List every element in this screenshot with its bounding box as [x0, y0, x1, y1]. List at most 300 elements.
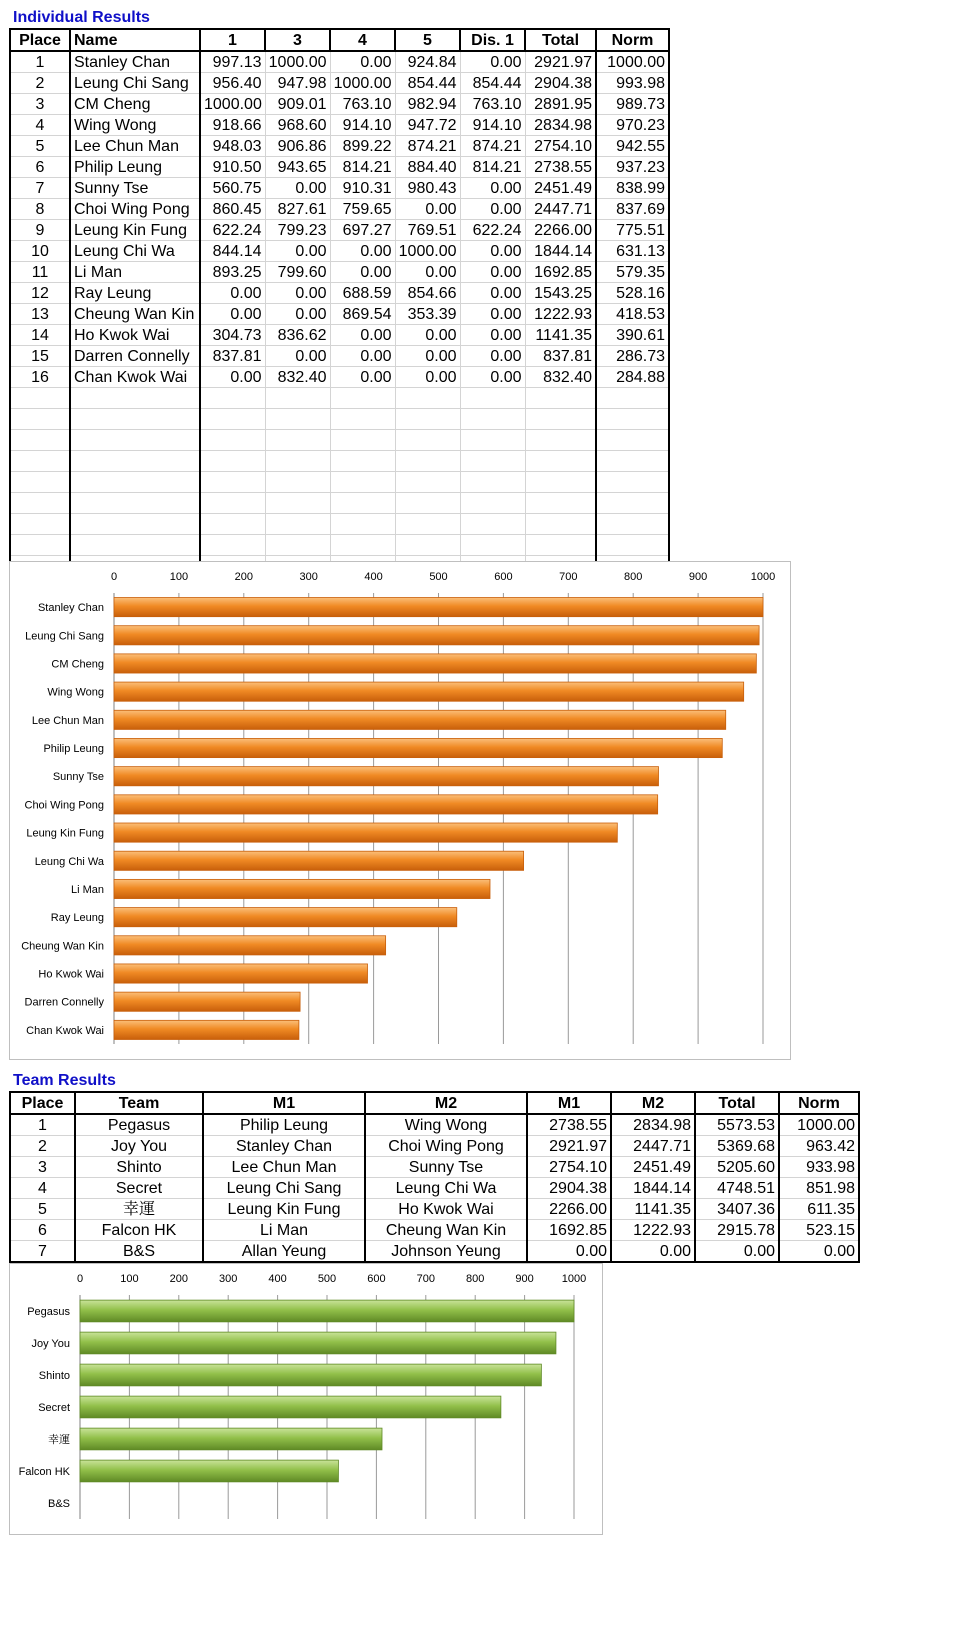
team-header-cell: Team [75, 1092, 203, 1114]
empty-cell [10, 451, 70, 472]
table-cell: 14 [10, 325, 70, 346]
category-label: Lee Chun Man [31, 714, 104, 727]
table-cell: 1543.25 [525, 283, 596, 304]
table-cell: 838.99 [596, 178, 669, 199]
x-tick-label: 600 [367, 1273, 386, 1285]
table-cell: 4748.51 [695, 1178, 779, 1199]
category-label: Sunny Tse [52, 771, 104, 784]
table-cell: 0.00 [395, 262, 460, 283]
table-cell: 943.65 [265, 157, 330, 178]
table-row [10, 325, 669, 346]
category-label: Leung Chi Sang [25, 630, 104, 643]
empty-cell [200, 493, 265, 514]
table-cell: 0.00 [330, 325, 395, 346]
empty-cell [10, 514, 70, 535]
empty-row [10, 514, 669, 535]
bar [114, 879, 490, 898]
empty-cell [10, 430, 70, 451]
bar [114, 964, 368, 983]
table-cell: 0.00 [527, 1241, 611, 1263]
empty-cell [200, 535, 265, 556]
table-cell: 814.21 [460, 157, 525, 178]
table-cell: 2447.71 [611, 1136, 695, 1157]
table-cell: 2921.97 [527, 1136, 611, 1157]
table-cell: 2915.78 [695, 1220, 779, 1241]
empty-cell [395, 535, 460, 556]
x-tick-label: 400 [364, 571, 383, 583]
category-label: 幸運 [48, 1434, 70, 1446]
table-cell: 1844.14 [525, 241, 596, 262]
table-cell: 2754.10 [525, 136, 596, 157]
table-cell: Sunny Tse [70, 178, 200, 199]
table-cell: 854.44 [395, 73, 460, 94]
team-chart-svg [10, 1264, 602, 1534]
category-label: Li Man [70, 883, 104, 896]
bar [80, 1428, 382, 1450]
table-cell: 2 [10, 73, 70, 94]
empty-cell [525, 430, 596, 451]
table-row [10, 1114, 859, 1136]
table-cell: 5205.60 [695, 1157, 779, 1178]
table-cell: Cheung Wan Kin [70, 304, 200, 325]
empty-cell [70, 409, 200, 430]
table-cell: 933.98 [779, 1157, 859, 1178]
table-cell: 0.00 [200, 367, 265, 388]
bar [80, 1332, 556, 1354]
table-cell: Leung Chi Wa [365, 1178, 527, 1199]
x-tick-label: 1000 [561, 1273, 587, 1285]
individual-chart [9, 561, 791, 1060]
empty-cell [525, 388, 596, 409]
individual-chart-svg [10, 562, 790, 1059]
empty-cell [460, 388, 525, 409]
table-cell: Ho Kwok Wai [70, 325, 200, 346]
table-row [10, 220, 669, 241]
table-cell: 5 [10, 1199, 75, 1220]
empty-cell [70, 388, 200, 409]
table-cell: Darren Connelly [70, 346, 200, 367]
category-label: Chan Kwok Wai [26, 1024, 104, 1037]
individual-header-cell: 3 [265, 29, 330, 51]
table-cell: 1000.00 [395, 241, 460, 262]
team-header-cell: Place [10, 1092, 75, 1114]
individual-header-cell: 4 [330, 29, 395, 51]
table-cell: 631.13 [596, 241, 669, 262]
x-tick-label: 200 [169, 1273, 188, 1285]
table-cell: 2447.71 [525, 199, 596, 220]
table-row [10, 73, 669, 94]
table-cell: 4 [10, 115, 70, 136]
table-cell: 759.65 [330, 199, 395, 220]
category-label: Pegasus [27, 1306, 70, 1318]
team-results-title: Team Results [13, 1072, 116, 1089]
table-cell: 5573.53 [695, 1114, 779, 1136]
table-cell: Stanley Chan [203, 1136, 365, 1157]
table-cell: 2754.10 [527, 1157, 611, 1178]
empty-cell [200, 430, 265, 451]
table-cell: 884.40 [395, 157, 460, 178]
table-cell: 5 [10, 136, 70, 157]
empty-cell [265, 514, 330, 535]
table-cell: 0.00 [395, 325, 460, 346]
empty-cell [460, 493, 525, 514]
table-cell: 775.51 [596, 220, 669, 241]
table-cell: 6 [10, 1220, 75, 1241]
empty-cell [10, 409, 70, 430]
empty-cell [10, 388, 70, 409]
table-cell: 9 [10, 220, 70, 241]
empty-cell [330, 451, 395, 472]
table-cell: 0.00 [460, 304, 525, 325]
team-results-table [9, 1091, 860, 1263]
table-cell: 2451.49 [611, 1157, 695, 1178]
table-cell: 15 [10, 346, 70, 367]
table-cell: 0.00 [460, 325, 525, 346]
empty-cell [525, 409, 596, 430]
category-label: Philip Leung [43, 743, 104, 756]
table-cell: Leung Kin Fung [70, 220, 200, 241]
table-cell: 611.35 [779, 1199, 859, 1220]
x-tick-label: 800 [466, 1273, 485, 1285]
x-tick-label: 300 [299, 571, 318, 583]
table-cell: 0.00 [265, 241, 330, 262]
table-cell: 0.00 [695, 1241, 779, 1263]
empty-cell [460, 409, 525, 430]
table-cell: 0.00 [460, 178, 525, 199]
empty-cell [265, 472, 330, 493]
table-cell: 899.22 [330, 136, 395, 157]
empty-cell [200, 388, 265, 409]
empty-cell [460, 535, 525, 556]
table-cell: Sunny Tse [365, 1157, 527, 1178]
table-cell: 909.01 [265, 94, 330, 115]
empty-cell [70, 535, 200, 556]
table-row [10, 199, 669, 220]
table-cell: 286.73 [596, 346, 669, 367]
empty-cell [10, 535, 70, 556]
x-tick-label: 500 [429, 571, 448, 583]
table-cell: 2451.49 [525, 178, 596, 199]
table-cell: 914.10 [330, 115, 395, 136]
x-tick-label: 1000 [750, 571, 776, 583]
table-row [10, 1220, 859, 1241]
x-tick-label: 700 [416, 1273, 435, 1285]
category-label: Darren Connelly [24, 996, 104, 1009]
empty-row [10, 535, 669, 556]
table-cell: 854.44 [460, 73, 525, 94]
table-cell: 1000.00 [200, 94, 265, 115]
empty-cell [596, 430, 669, 451]
individual-body [10, 51, 669, 577]
table-cell: 353.39 [395, 304, 460, 325]
table-row [10, 157, 669, 178]
table-row [10, 262, 669, 283]
individual-header-cell: Dis. 1 [460, 29, 525, 51]
table-cell: 1692.85 [525, 262, 596, 283]
x-tick-label: 900 [688, 571, 708, 583]
x-tick-label: 700 [559, 571, 578, 583]
table-cell: 0.00 [265, 304, 330, 325]
table-cell: 997.13 [200, 51, 265, 73]
team-header-row [10, 1092, 859, 1114]
empty-cell [10, 472, 70, 493]
table-row [10, 241, 669, 262]
x-tick-label: 900 [515, 1273, 534, 1285]
table-cell: 2904.38 [525, 73, 596, 94]
empty-cell [265, 388, 330, 409]
team-body [10, 1114, 859, 1262]
table-cell: 0.00 [460, 241, 525, 262]
table-cell: 390.61 [596, 325, 669, 346]
table-cell: 0.00 [265, 178, 330, 199]
x-tick-label: 200 [234, 571, 253, 583]
category-label: Choi Wing Pong [24, 799, 104, 812]
table-cell: 0.00 [200, 304, 265, 325]
table-cell: 948.03 [200, 136, 265, 157]
individual-results-table [9, 28, 670, 578]
table-cell: 947.72 [395, 115, 460, 136]
category-label: Secret [38, 1402, 70, 1414]
table-cell: 0.00 [460, 283, 525, 304]
table-cell: Lee Chun Man [70, 136, 200, 157]
table-cell: 2834.98 [525, 115, 596, 136]
table-cell: Choi Wing Pong [365, 1136, 527, 1157]
empty-cell [200, 472, 265, 493]
table-cell: 0.00 [395, 367, 460, 388]
table-cell: 3 [10, 94, 70, 115]
individual-header [10, 29, 669, 51]
empty-cell [395, 409, 460, 430]
table-cell: 0.00 [460, 346, 525, 367]
table-cell: 2834.98 [611, 1114, 695, 1136]
table-cell: 304.73 [200, 325, 265, 346]
table-cell: 968.60 [265, 115, 330, 136]
table-cell: 5369.68 [695, 1136, 779, 1157]
table-cell: 914.10 [460, 115, 525, 136]
table-cell: 0.00 [460, 51, 525, 73]
empty-row [10, 472, 669, 493]
category-label: Falcon HK [18, 1466, 70, 1478]
table-cell: 0.00 [460, 367, 525, 388]
table-cell: Johnson Yeung [365, 1241, 527, 1263]
empty-cell [330, 409, 395, 430]
table-cell: 893.25 [200, 262, 265, 283]
table-row [10, 346, 669, 367]
table-cell: 1141.35 [611, 1199, 695, 1220]
bar [114, 795, 658, 814]
table-cell: Wing Wong [70, 115, 200, 136]
table-cell: 980.43 [395, 178, 460, 199]
table-cell: 769.51 [395, 220, 460, 241]
x-tick-label: 500 [317, 1273, 337, 1285]
table-cell: 956.40 [200, 73, 265, 94]
table-cell: 560.75 [200, 178, 265, 199]
table-cell: 924.84 [395, 51, 460, 73]
table-cell: 284.88 [596, 367, 669, 388]
empty-cell [265, 493, 330, 514]
x-tick-label: 600 [494, 571, 513, 583]
team-header-cell: M2 [365, 1092, 527, 1114]
individual-header-cell: Total [525, 29, 596, 51]
table-cell: 942.55 [596, 136, 669, 157]
table-cell: Philip Leung [70, 157, 200, 178]
table-cell: Philip Leung [203, 1114, 365, 1136]
category-label: Wing Wong [47, 686, 104, 699]
table-cell: 0.00 [611, 1241, 695, 1263]
table-cell: 799.23 [265, 220, 330, 241]
bar [114, 823, 617, 842]
empty-cell [596, 514, 669, 535]
individual-header-cell: Place [10, 29, 70, 51]
table-cell: 0.00 [330, 241, 395, 262]
table-cell: 0.00 [330, 262, 395, 283]
table-cell: 1000.00 [265, 51, 330, 73]
table-cell: Falcon HK [75, 1220, 203, 1241]
team-header-cell: Total [695, 1092, 779, 1114]
empty-cell [395, 430, 460, 451]
table-cell: 0.00 [779, 1241, 859, 1263]
bar [114, 626, 759, 645]
empty-cell [200, 451, 265, 472]
table-cell: 910.31 [330, 178, 395, 199]
category-label: Leung Kin Fung [26, 827, 104, 840]
bar [80, 1364, 541, 1386]
table-cell: 1000.00 [779, 1114, 859, 1136]
empty-cell [460, 430, 525, 451]
table-row [10, 51, 669, 73]
table-cell: Ray Leung [70, 283, 200, 304]
table-cell: Pegasus [75, 1114, 203, 1136]
table-cell: 910.50 [200, 157, 265, 178]
table-cell: Chan Kwok Wai [70, 367, 200, 388]
empty-cell [395, 388, 460, 409]
table-cell: 622.24 [200, 220, 265, 241]
individual-header-cell: Name [70, 29, 200, 51]
table-cell: 844.14 [200, 241, 265, 262]
x-tick-label: 400 [268, 1273, 287, 1285]
bar [114, 710, 726, 729]
table-cell: 1000.00 [596, 51, 669, 73]
table-cell: 13 [10, 304, 70, 325]
table-cell: 1844.14 [611, 1178, 695, 1199]
bar [114, 1020, 299, 1039]
table-row [10, 1199, 859, 1220]
empty-cell [200, 409, 265, 430]
empty-cell [330, 493, 395, 514]
table-cell: 854.66 [395, 283, 460, 304]
table-cell: 2921.97 [525, 51, 596, 73]
table-cell: 2266.00 [525, 220, 596, 241]
team-header [10, 1092, 859, 1114]
x-tick-label: 0 [76, 1273, 84, 1285]
category-label: Ho Kwok Wai [38, 968, 104, 981]
table-cell: 10 [10, 241, 70, 262]
team-chart [9, 1263, 603, 1535]
table-cell: Shinto [75, 1157, 203, 1178]
table-cell: 918.66 [200, 115, 265, 136]
empty-cell [596, 388, 669, 409]
empty-cell [596, 472, 669, 493]
bar [114, 936, 386, 955]
empty-cell [265, 451, 330, 472]
table-cell: Secret [75, 1178, 203, 1199]
table-cell: 874.21 [395, 136, 460, 157]
table-cell: 906.86 [265, 136, 330, 157]
table-cell: 851.98 [779, 1178, 859, 1199]
table-cell: 0.00 [200, 283, 265, 304]
bar [80, 1396, 501, 1418]
team-header-cell: M2 [611, 1092, 695, 1114]
bar [114, 767, 659, 786]
x-tick-label: 100 [120, 1273, 139, 1285]
empty-row [10, 451, 669, 472]
table-cell: 2904.38 [527, 1178, 611, 1199]
table-cell: 6 [10, 157, 70, 178]
table-cell: 837.81 [200, 346, 265, 367]
table-cell: 836.62 [265, 325, 330, 346]
table-cell: CM Cheng [70, 94, 200, 115]
empty-cell [265, 430, 330, 451]
table-cell: 2738.55 [525, 157, 596, 178]
bar [80, 1460, 338, 1482]
empty-row [10, 409, 669, 430]
category-label: Leung Chi Wa [34, 855, 104, 868]
empty-cell [596, 493, 669, 514]
table-cell: 989.73 [596, 94, 669, 115]
individual-header-row [10, 29, 669, 51]
empty-cell [460, 472, 525, 493]
empty-row [10, 430, 669, 451]
table-cell: 523.15 [779, 1220, 859, 1241]
table-cell: 1 [10, 51, 70, 73]
table-cell: Stanley Chan [70, 51, 200, 73]
empty-cell [10, 493, 70, 514]
category-label: Ray Leung [50, 912, 104, 925]
empty-cell [330, 535, 395, 556]
individual-header-cell: 5 [395, 29, 460, 51]
table-cell: 982.94 [395, 94, 460, 115]
table-cell: 579.35 [596, 262, 669, 283]
category-label: Joy You [31, 1338, 70, 1350]
empty-cell [525, 451, 596, 472]
table-cell: Lee Chun Man [203, 1157, 365, 1178]
table-cell: 0.00 [330, 367, 395, 388]
team-header-cell: M1 [203, 1092, 365, 1114]
bar [114, 992, 300, 1011]
category-label: CM Cheng [51, 658, 104, 671]
empty-cell [70, 514, 200, 535]
empty-cell [596, 451, 669, 472]
empty-cell [330, 472, 395, 493]
empty-cell [525, 514, 596, 535]
table-row [10, 283, 669, 304]
table-cell: Leung Chi Sang [70, 73, 200, 94]
table-cell: Choi Wing Pong [70, 199, 200, 220]
table-cell: 0.00 [460, 262, 525, 283]
table-cell: 832.40 [265, 367, 330, 388]
table-cell: Cheung Wan Kin [365, 1220, 527, 1241]
empty-cell [596, 535, 669, 556]
table-cell: 16 [10, 367, 70, 388]
table-cell: 993.98 [596, 73, 669, 94]
table-cell: 1141.35 [525, 325, 596, 346]
table-cell: 1692.85 [527, 1220, 611, 1241]
table-cell: 963.42 [779, 1136, 859, 1157]
table-cell: 832.40 [525, 367, 596, 388]
table-cell: 3 [10, 1157, 75, 1178]
bar [114, 908, 457, 927]
empty-row [10, 493, 669, 514]
